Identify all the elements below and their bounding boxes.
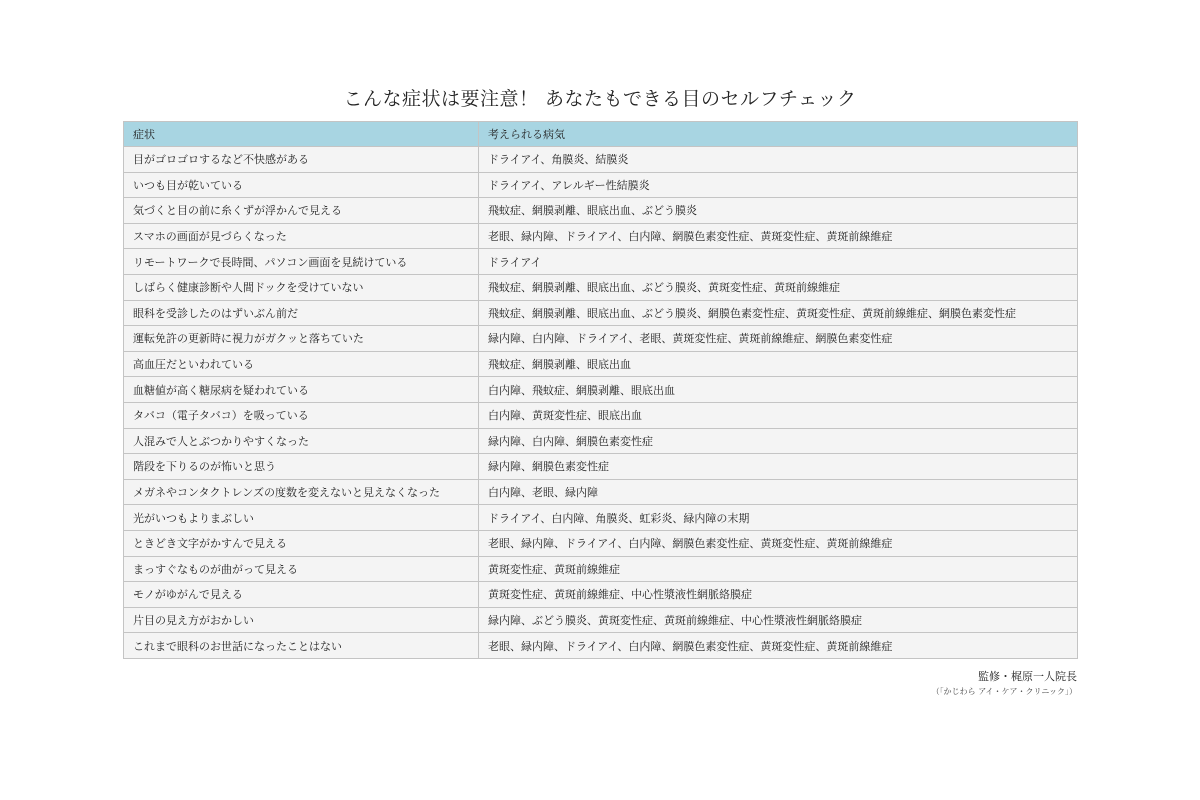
symptom-cell: メガネやコンタクトレンズの度数を変えないと見えなくなった (124, 479, 479, 505)
symptom-cell: 片目の見え方がおかしい (124, 607, 479, 633)
symptom-cell: モノがゆがんで見える (124, 582, 479, 608)
symptom-cell: 目がゴロゴロするなど不快感がある (124, 147, 479, 173)
table-row (124, 428, 1078, 454)
symptom-check-table (123, 121, 1078, 659)
symptom-cell: リモートワークで長時間、パソコン画面を見続けている (124, 249, 479, 275)
table-row (124, 351, 1078, 377)
table-row (124, 274, 1078, 300)
diseases-cell: ドライアイ、アレルギー性結膜炎 (479, 172, 1078, 198)
diseases-cell: 老眼、緑内障、ドライアイ、白内障、網膜色素変性症、黄斑変性症、黄斑前線維症 (479, 530, 1078, 556)
table-row (124, 556, 1078, 582)
table-row (124, 147, 1078, 173)
diseases-cell: 白内障、老眼、緑内障 (479, 479, 1078, 505)
symptom-cell: 階段を下りるのが怖いと思う (124, 454, 479, 480)
table-row (124, 582, 1078, 608)
diseases-cell: 白内障、黄斑変性症、眼底出血 (479, 402, 1078, 428)
supervisor-credit: 監修・梶原一人院長 (978, 670, 1077, 683)
diseases-cell: 緑内障、白内障、ドライアイ、老眼、黄斑変性症、黄斑前線維症、網膜色素変性症 (479, 326, 1078, 352)
table-row (124, 223, 1078, 249)
table-row (124, 530, 1078, 556)
table-row (124, 633, 1078, 659)
diseases-cell: ドライアイ、白内障、角膜炎、虹彩炎、緑内障の末期 (479, 505, 1078, 531)
symptom-cell: まっすぐなものが曲がって見える (124, 556, 479, 582)
symptom-cell: 気づくと目の前に糸くずが浮かんで見える (124, 198, 479, 224)
diseases-cell: 黄斑変性症、黄斑前線維症 (479, 556, 1078, 582)
diseases-cell: 緑内障、ぶどう膜炎、黄斑変性症、黄斑前線維症、中心性漿液性網脈絡膜症 (479, 607, 1078, 633)
table-row (124, 198, 1078, 224)
diseases-cell: 飛蚊症、網膜剥離、眼底出血、ぶどう膜炎、黄斑変性症、黄斑前線維症 (479, 274, 1078, 300)
symptom-cell: スマホの画面が見づらくなった (124, 223, 479, 249)
symptom-cell: 人混みで人とぶつかりやすくなった (124, 428, 479, 454)
diseases-cell: 緑内障、白内障、網膜色素変性症 (479, 428, 1078, 454)
header-symptom: 症状 (124, 122, 479, 147)
diseases-cell: 老眼、緑内障、ドライアイ、白内障、網膜色素変性症、黄斑変性症、黄斑前線維症 (479, 223, 1078, 249)
symptom-cell: 血糖値が高く糖尿病を疑われている (124, 377, 479, 403)
diseases-cell: 白内障、飛蚊症、網膜剥離、眼底出血 (479, 377, 1078, 403)
table-row (124, 607, 1078, 633)
diseases-cell: ドライアイ、角膜炎、結膜炎 (479, 147, 1078, 173)
symptom-cell: これまで眼科のお世話になったことはない (124, 633, 479, 659)
table-row (124, 377, 1078, 403)
diseases-cell: 黄斑変性症、黄斑前線維症、中心性漿液性網脈絡膜症 (479, 582, 1078, 608)
diseases-cell: 飛蚊症、網膜剥離、眼底出血 (479, 351, 1078, 377)
symptom-cell: タバコ（電子タバコ）を吸っている (124, 402, 479, 428)
table-row (124, 454, 1078, 480)
symptom-cell: 運転免許の更新時に視力がガクッと落ちていた (124, 326, 479, 352)
table-row (124, 172, 1078, 198)
diseases-cell: 飛蚊症、網膜剥離、眼底出血、ぶどう膜炎 (479, 198, 1078, 224)
clinic-name: （「かじわら アイ・ケア・クリニック」） (931, 687, 1077, 696)
symptom-cell: 眼科を受診したのはずいぶん前だ (124, 300, 479, 326)
diseases-cell: 緑内障、網膜色素変性症 (479, 454, 1078, 480)
symptom-cell: しばらく健康診断や人間ドックを受けていない (124, 274, 479, 300)
page-title: こんな症状は要注意！ あなたもできる目のセルフチェック (343, 88, 857, 110)
table-row (124, 300, 1078, 326)
diseases-cell: 飛蚊症、網膜剥離、眼底出血、ぶどう膜炎、網膜色素変性症、黄斑変性症、黄斑前線維症、網膜色素変性症 (479, 300, 1078, 326)
symptom-cell: 高血圧だといわれている (124, 351, 479, 377)
diseases-cell: 老眼、緑内障、ドライアイ、白内障、網膜色素変性症、黄斑変性症、黄斑前線維症 (479, 633, 1078, 659)
symptom-cell: 光がいつもよりまぶしい (124, 505, 479, 531)
table-row (124, 402, 1078, 428)
symptom-cell: ときどき文字がかすんで見える (124, 530, 479, 556)
diseases-cell: ドライアイ (479, 249, 1078, 275)
symptom-cell: いつも目が乾いている (124, 172, 479, 198)
table-header-row (124, 122, 1078, 147)
table-row (124, 326, 1078, 352)
table-row (124, 479, 1078, 505)
table-row (124, 505, 1078, 531)
table-row (124, 249, 1078, 275)
header-diseases: 考えられる病気 (479, 122, 1078, 147)
